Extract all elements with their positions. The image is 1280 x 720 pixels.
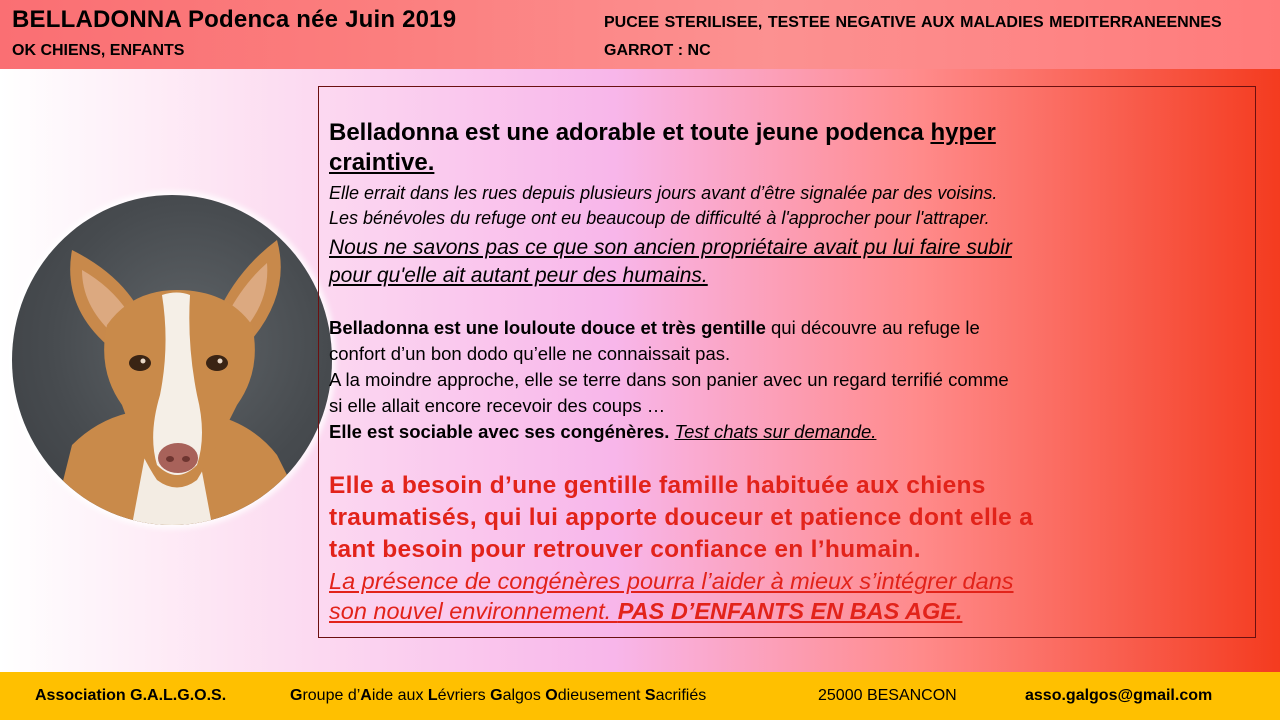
sociability-bold: Elle est sociable avec ses congénères. — [329, 421, 670, 442]
personality-line-4: si elle allait encore recevoir des coups … — [329, 395, 666, 416]
page-title: BELLADONNA Podenca née Juin 2019 — [12, 6, 457, 33]
dog-illustration — [12, 195, 332, 525]
personality-line-2: confort d’un bon dodo qu’elle ne connaissait pas. — [329, 343, 731, 364]
acronym-word: acrifiés — [655, 687, 707, 704]
acronym-word: ide aux — [371, 687, 428, 704]
acronym-letter: G — [490, 687, 503, 704]
intro-heading-line2: craintive. — [329, 149, 435, 176]
acronym-letter: O — [545, 687, 558, 704]
city-address: 25000 BESANCON — [818, 687, 957, 704]
acronym-word: évriers — [437, 687, 491, 704]
dog-photo — [12, 195, 332, 525]
story-line-3: Nous ne savons pas ce que son ancien propriétaire avait pu lui faire subir — [329, 236, 1012, 259]
story-line-4: pour qu'elle ait autant peur des humains. — [329, 264, 708, 287]
height-info: GARROT : NC — [604, 42, 711, 59]
association-name: Association G.A.L.G.O.S. — [35, 687, 227, 704]
cats-test-note: Test chats sur demande. — [674, 421, 877, 442]
description-box — [318, 86, 1256, 638]
environment-text: son nouvel environnement. — [329, 598, 618, 624]
acronym-letter: A — [360, 687, 372, 704]
sociability-line — [329, 421, 876, 443]
intro-heading-part1: Belladonna est une adorable et toute jeune podenca — [329, 119, 931, 146]
footer-bar — [0, 672, 1280, 720]
health-info: PUCEE STERILISEE, TESTEE NEGATIVE AUX MALADIES MEDITERRANEENNES — [604, 14, 1222, 31]
needs-line-1: Elle a besoin d’une gentille famille habituée aux chiens — [329, 472, 986, 499]
compatibility-note: OK CHIENS, ENFANTS — [12, 42, 185, 59]
personality-line-3: A la moindre approche, elle se terre dans son panier avec un regard terrifié comme — [329, 369, 1009, 390]
acronym-letter: S — [644, 687, 656, 704]
acronym-word: roupe d’ — [302, 687, 361, 704]
acronym-word: algos — [502, 687, 546, 704]
personality-rest: qui découvre au refuge le — [765, 317, 980, 338]
needs-line-3: tant besoin pour retrouver confiance en l’humain. — [329, 536, 921, 563]
acronym-word: dieusement — [557, 687, 645, 704]
story-line-2: Les bénévoles du refuge ont eu beaucoup de difficulté à l'approcher pour l'attraper. — [329, 208, 990, 228]
no-young-children-warning: PAS D’ENFANTS EN BAS AGE. — [617, 598, 963, 624]
needs-line-4: La présence de congénères pourra l’aider à mieux s’intégrer dans — [329, 568, 1014, 594]
acronym-letter: G — [290, 687, 303, 704]
intro-heading-part2: hyper — [930, 119, 996, 146]
intro-heading — [329, 119, 996, 147]
personality-bold: Belladonna est une louloute douce et très gentille — [329, 317, 766, 338]
acronym-letter: L — [427, 687, 438, 704]
header-banner — [0, 0, 1280, 69]
association-full-name — [290, 687, 706, 705]
needs-line-2: traumatisés, qui lui apporte douceur et patience dont elle a — [329, 504, 1034, 531]
story-line-1: Elle errait dans les rues depuis plusieurs jours avant d’être signalée par des voisins. — [329, 183, 998, 203]
needs-line-5 — [329, 598, 962, 625]
contact-email[interactable]: asso.galgos@gmail.com — [1025, 687, 1213, 704]
personality-line-1 — [329, 317, 980, 339]
